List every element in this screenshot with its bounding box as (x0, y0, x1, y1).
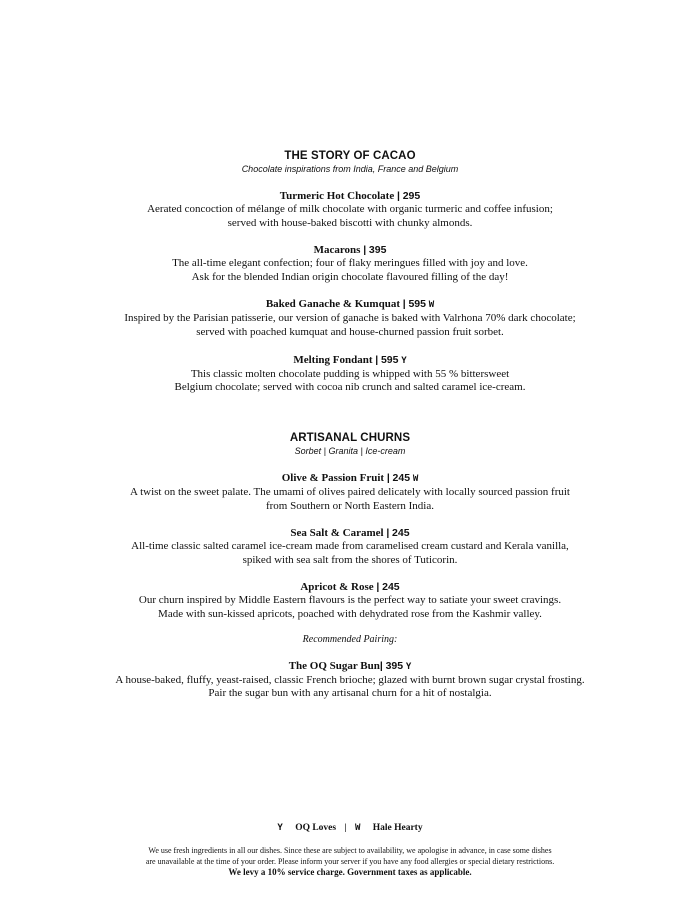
recommended-pairing-label: Recommended Pairing: (302, 633, 398, 645)
item-price-separator: | (375, 353, 379, 366)
menu-item-olive-passion-fruit (0, 471, 700, 513)
legend-label-hale-hearty: Hale Hearty (372, 823, 423, 833)
item-name: The OQ Sugar Bun (288, 659, 380, 672)
item-description-line: served with poached kumquat and house-churned passion fruit sorbet. (196, 325, 504, 338)
item-price-separator: | (396, 190, 400, 202)
section-subtitle: Sorbet | Granita | Ice-cream (294, 446, 406, 456)
item-price: 245 (392, 527, 410, 540)
item-price-separator: | (376, 581, 380, 594)
item-name: Turmeric Hot Chocolate (279, 190, 395, 202)
item-heading (0, 526, 700, 540)
item-description-line: Inspired by the Parisian patisserie, our version of ganache is baked with Valrhona 70% dark chocolate; (124, 312, 576, 325)
legend (0, 821, 700, 835)
item-price: 295 (402, 190, 421, 202)
item-price-separator: | (386, 472, 390, 484)
item-description-line: All-time classic salted caramel ice-cream made from caramelised cream custard and Kerala vanilla, (131, 540, 569, 553)
item-description-line: Ask for the blended Indian origin chocolate flavoured filling of the day! (191, 270, 509, 283)
item-heading (0, 243, 700, 257)
item-price-separator: | (379, 659, 383, 672)
item-description-line: A house-baked, fluffy, yeast-raised, classic French brioche; glazed with burnt brown sugar crystal frosting. (115, 673, 585, 686)
item-price: 245 (392, 472, 411, 484)
menu-item-baked-ganache-kumquat (0, 297, 700, 339)
item-description-line: served with house-baked biscotti with chunky almonds. (227, 216, 473, 229)
item-price: 595 (380, 353, 399, 366)
menu-item-macarons (0, 243, 700, 284)
menu-item-apricot-rose (0, 580, 700, 621)
item-description-line: The all-time elegant confection; four of flaky meringues filled with joy and love. (172, 257, 528, 270)
section-story-of-cacao (0, 149, 700, 395)
menu-item-melting-fondant (0, 353, 700, 395)
item-price: 395 (368, 244, 387, 257)
item-description-line: This classic molten chocolate pudding is whipped with 55 % bittersweet (190, 367, 510, 380)
item-price: 245 (382, 581, 400, 594)
item-description-line: from Southern or North Eastern India. (265, 499, 434, 512)
item-name: Sea Salt & Caramel (290, 527, 384, 540)
item-description-line: spiked with sea salt from the shores of Tuticorin. (242, 553, 458, 566)
item-heading (0, 297, 700, 312)
item-name: Baked Ganache & Kumquat (265, 298, 400, 311)
footer-note-line: We use fresh ingredients in all our dishes. Since these are subject to availability, we apologise in advance, in case some dishes (148, 846, 552, 855)
menu-item-turmeric-hot-chocolate (0, 189, 700, 230)
item-heading (0, 189, 700, 203)
footer-note-line: are unavailable at the time of your order. Please inform your server if you have any food allergies or special dietary restrictions. (145, 857, 555, 866)
item-name: Melting Fondant (293, 353, 373, 366)
service-charge-note: We levy a 10% service charge. Government taxes as applicable. (228, 867, 472, 877)
section-title: ARTISANAL CHURNS (289, 432, 411, 444)
item-name: Apricot & Rose (300, 581, 374, 594)
item-price: 595 (408, 298, 426, 311)
menu-item-oq-sugar-bun (0, 659, 700, 701)
section-artisanal-churns (0, 431, 700, 701)
section-title: THE STORY OF CACAO (284, 150, 416, 162)
item-description-line: A twist on the sweet palate. The umami of olives paired delicately with locally sourced passion fruit (130, 486, 570, 498)
oq-loves-mark-icon: Y (401, 355, 407, 366)
hale-hearty-mark-icon: W (428, 300, 435, 311)
item-description-line: Our churn inspired by Middle Eastern flavours is the perfect way to satiate your sweet cravings. (138, 594, 562, 607)
item-heading (0, 471, 700, 486)
oq-loves-mark-icon: Y (405, 661, 412, 672)
item-description-line: Aerated concoction of mélange of milk chocolate with organic turmeric and coffee infusion; (147, 203, 553, 215)
hale-hearty-mark-icon: W (412, 474, 419, 484)
item-heading (0, 659, 700, 674)
item-description-line: Belgium chocolate; served with cocoa nib crunch and salted caramel ice-cream. (174, 381, 526, 394)
item-price-separator: | (402, 298, 406, 311)
legend-label-oq-loves: OQ Loves (295, 823, 337, 833)
item-price: 395 (385, 659, 404, 672)
menu-item-sea-salt-caramel (0, 526, 700, 567)
item-price-separator: | (363, 244, 367, 257)
item-price-separator: | (386, 527, 390, 540)
item-description-line: Pair the sugar bun with any artisanal churn for a hit of nostalgia. (208, 687, 492, 700)
footer-notes (0, 845, 700, 878)
item-heading (0, 580, 700, 594)
item-heading (0, 353, 700, 368)
oq-loves-mark-icon: Y (277, 823, 283, 833)
item-description-line: Made with sun-kissed apricots, poached with dehydrated rose from the Kashmir valley. (158, 607, 542, 620)
hale-hearty-mark-icon: W (354, 823, 361, 833)
item-name: Olive & Passion Fruit (281, 472, 385, 484)
section-subtitle: Chocolate inspirations from India, France and Belgium (241, 164, 459, 174)
item-name: Macarons (313, 244, 361, 257)
legend-separator: | (344, 823, 347, 833)
